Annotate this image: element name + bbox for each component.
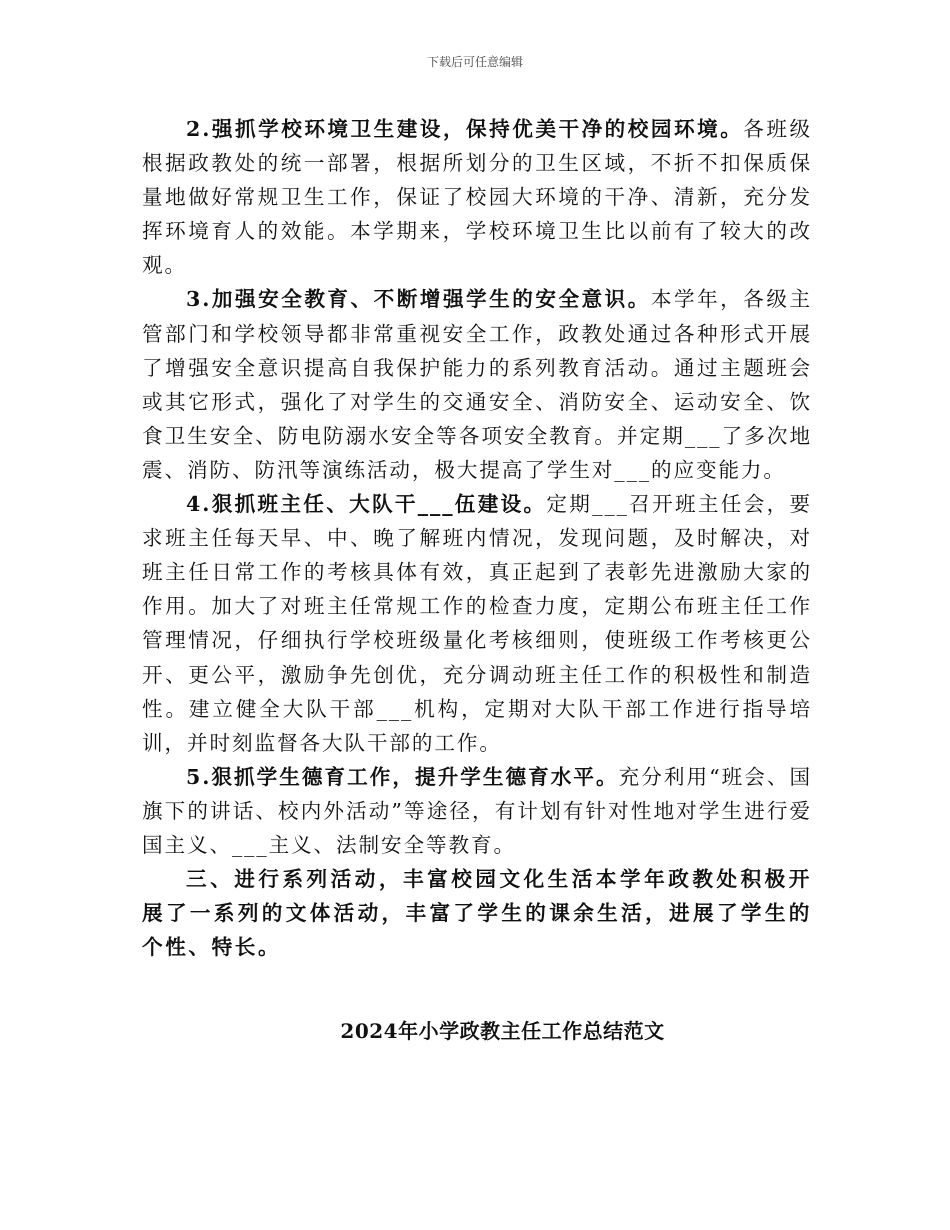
paragraph-lead: 4.狠抓班主任、大队干___伍建设。	[186, 492, 547, 517]
paragraph-team-building	[142, 487, 812, 760]
paragraph-text: 充分利用“班会、国旗下的讲话、校内外活动”等途径，有计划有针对性地对学生进行爱国主义、___主义、法制安全等教育。	[142, 764, 812, 857]
paragraph-text: 定期___召开班主任会，要求班主任每天早、中、晚了解班内情况，发现问题，及时解决，对班主任日常工作的考核具体有效，真正起到了表彰先进激励大家的作用。加大了对班主任常规工作的检查力度，定期公布班主任工作管理情况，仔细执行学校班级量化考核细则，使班级工作考核更公开、更公平，激励争先创优，充分调动班主任工作的积极性和制造性。建立健全大队干部___机构，定期对大队干部工作进行指导培训，并时刻监督各大队干部的工作。	[142, 492, 812, 755]
document-title: 2024年小学政教主任工作总结范文	[340, 1019, 665, 1043]
paragraph-safety	[142, 282, 812, 487]
paragraph-text: 本学年，各级主管部门和学校领导都非常重视安全工作，政教处通过各种形式开展了增强安全意识提高自我保护能力的系列教育活动。通过主题班会或其它形式，强化了对学生的交通安全、消防安全、运动安全、饮食卫生安全、防电防溺水安全等各项安全教育。并定期___了多次地震、消防、防汛等演练活动，极大提高了学生对___的应变能力。	[142, 287, 812, 482]
paragraph-text: 各班级根据政教处的统一部署，根据所划分的卫生区域，不折不扣保质保量地做好常规卫生工作，保证了校园大环境的干净、清新，充分发挥环境育人的效能。本学期来，学校环境卫生比以前有了较大的改观。	[142, 117, 812, 278]
section-three-heading: 三、进行系列活动，丰富校园文化生活本学年政教处积极开展了一系列的文体活动，丰富了学生的课余生活，进展了学生的个性、特长。	[142, 867, 812, 960]
header-note: 下载后可任意编辑	[426, 55, 523, 69]
paragraph-lead: 5.狠抓学生德育工作，提升学生德育水平。	[186, 764, 619, 789]
body-text	[142, 112, 812, 964]
paragraph-lead: 3.加强安全教育、不断增强学生的安全意识。	[186, 287, 651, 312]
paragraph-moral-education	[142, 760, 812, 862]
paragraph-hygiene	[142, 112, 812, 282]
paragraph-lead: 2.强抓学校环境卫生建设，保持优美干净的校园环境。	[186, 117, 744, 141]
